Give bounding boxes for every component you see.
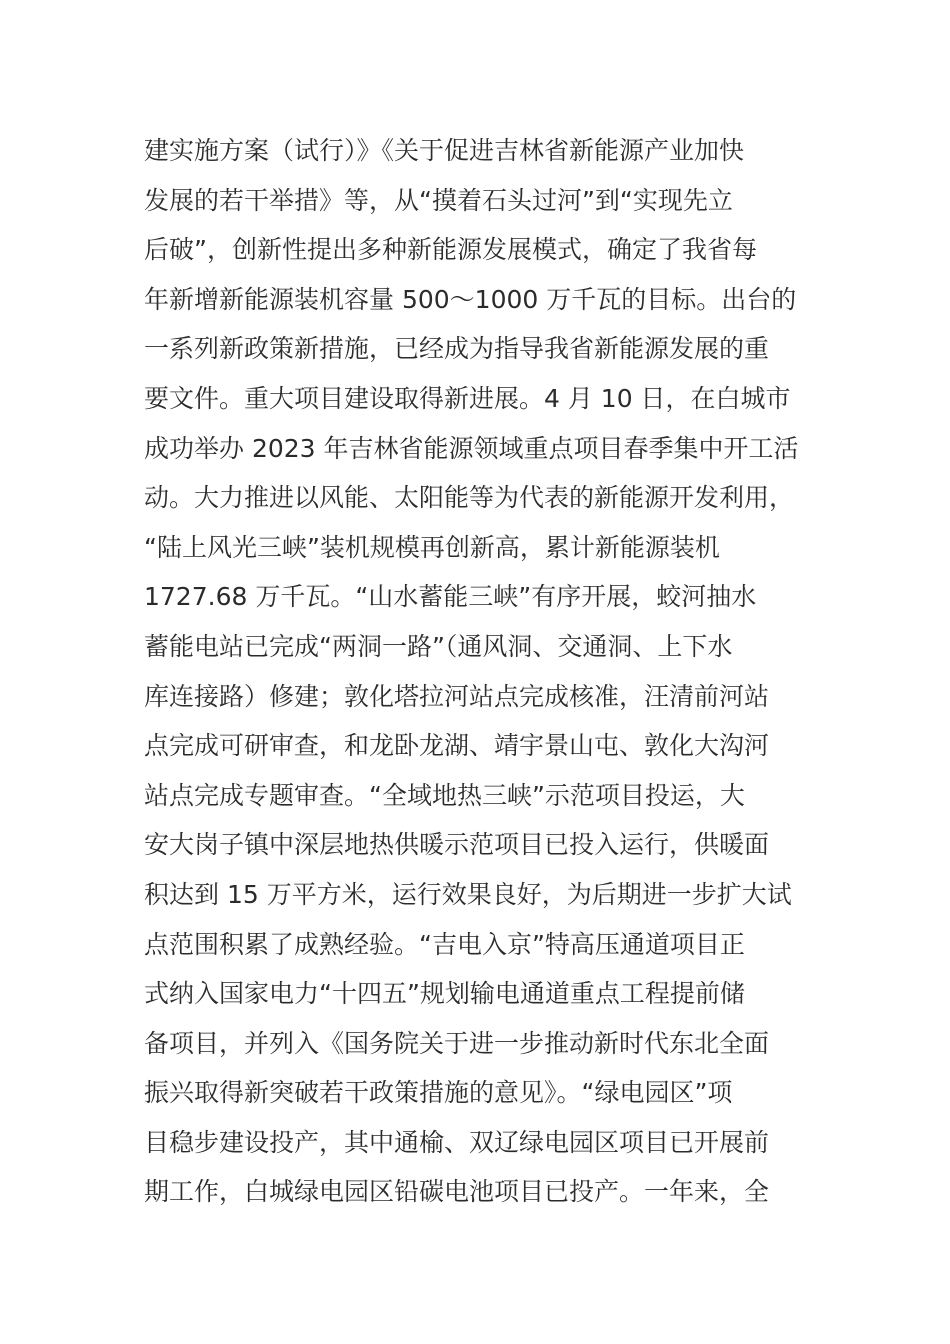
text-line: 式纳入国家电力“十四五”规划输电通道重点工程提前储 (144, 979, 745, 1009)
text-line: 期工作，白城绿电园区铅碳电池项目已投产。一年来，全 (144, 1177, 770, 1207)
text-line: 动。大力推进以风能、太阳能等为代表的新能源开发利用， (144, 483, 795, 513)
text-line: “陆上风光三峡”装机规模再创新高，累计新能源装机 (144, 532, 720, 562)
body-text (144, 126, 824, 1217)
text-line: 发展的若干举措》等，从“摸着石头过河”到“实现先立 (144, 185, 733, 215)
text-line: 点完成可研审查，和龙卧龙湖、靖宇景山屯、敦化大沟河 (144, 731, 770, 761)
text-line: 振兴取得新突破若干政策措施的意见》。“绿电园区”项 (144, 1078, 733, 1108)
text-line: 年新增新能源装机容量 500～1000 万千瓦的目标。出台的 (144, 284, 797, 314)
text-line: 要文件。重大项目建设取得新进展。4 月 10 日，在白城市 (144, 383, 791, 413)
text-line: 安大岗子镇中深层地热供暖示范项目已投入运行，供暖面 (144, 830, 770, 860)
text-line: 一系列新政策新措施，已经成为指导我省新能源发展的重 (144, 334, 770, 364)
text-line: 后破”，创新性提出多种新能源发展模式，确定了我省每 (144, 235, 757, 265)
text-line: 目稳步建设投产，其中通榆、双辽绿电园区项目已开展前 (144, 1127, 770, 1157)
text-line: 蓄能电站已完成“两洞一路”（通风洞、交通洞、上下水 (144, 631, 733, 661)
text-line: 点范围积累了成熟经验。“吉电入京”特高压通道项目正 (144, 929, 745, 959)
text-line: 站点完成专题审查。“全域地热三峡”示范项目投运，大 (144, 780, 745, 810)
text-line: 1727.68 万千瓦。“山水蓄能三峡”有序开展，蛟河抽水 (144, 582, 757, 612)
text-line: 积达到 15 万平方米，运行效果良好，为后期进一步扩大试 (144, 879, 792, 909)
text-line: 建实施方案（试行）》《关于促进吉林省新能源产业加快 (144, 136, 745, 165)
text-line: 成功举办 2023 年吉林省能源领域重点项目春季集中开工活 (144, 433, 799, 463)
text-line: 库连接路）修建；敦化塔拉河站点完成核准，汪清前河站 (144, 681, 770, 711)
text-line: 备项目，并列入《国务院关于进一步推动新时代东北全面 (144, 1028, 770, 1058)
